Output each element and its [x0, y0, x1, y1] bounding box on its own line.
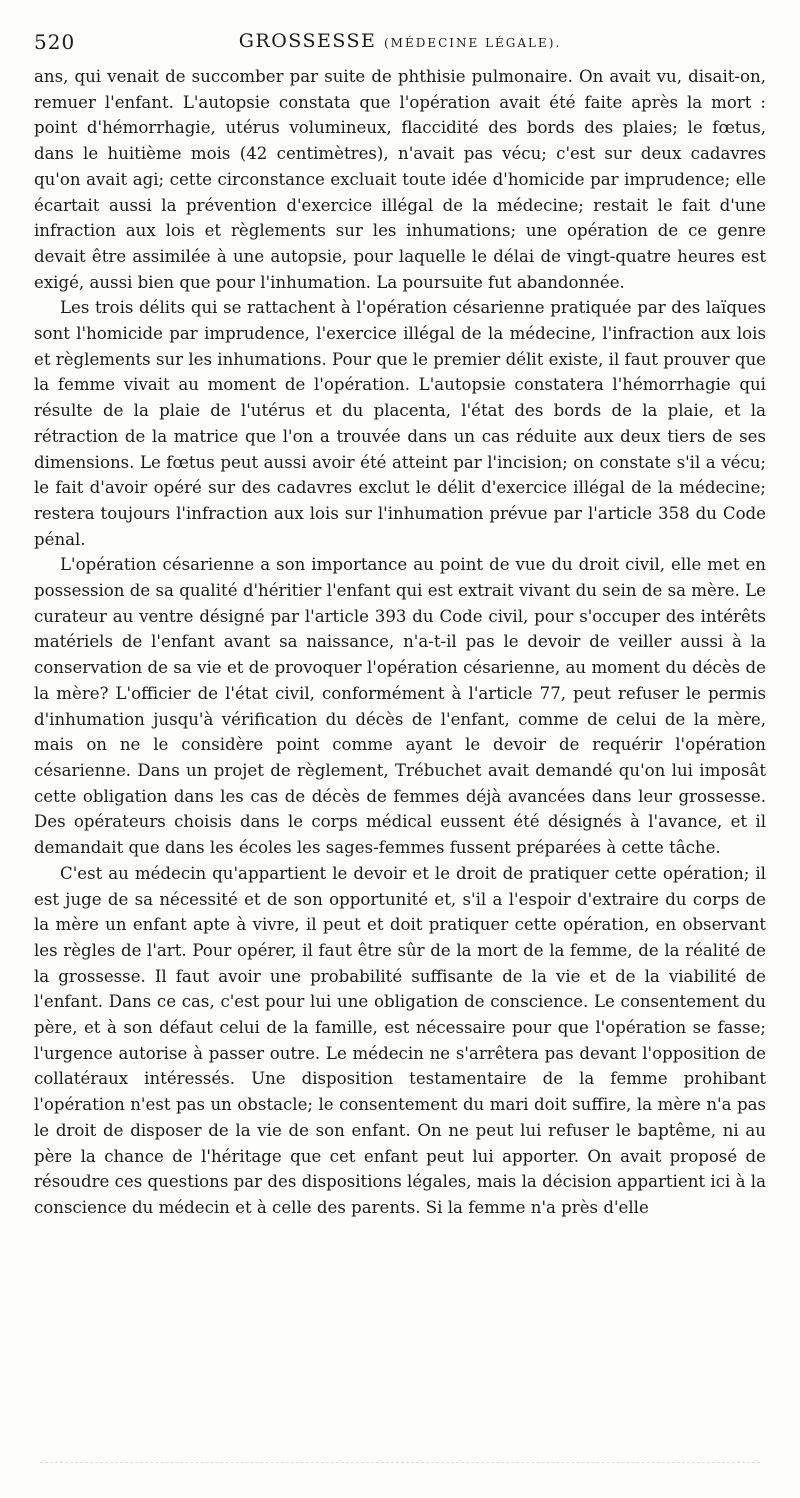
- paragraph-1: ans, qui venait de succomber par suite de phthisie pulmonaire. On avait vu, disait-on, remuer l'enfant. L'autopsie constata que l'opération avait été faite après la mort : point d'hémorrhagie, utérus volumineux, flaccidité des bords des plaies; le fœtus, dans le huitième mois (42 centimètres), n'avait pas vécu; c'est sur deux cadavres qu'on avait agi; cette circonstance excluait toute idée d'homicide par imprudence; elle écartait aussi la prévention d'exercice illégal de la médecine; restait le fait d'une infraction aux lois et règlements sur les inhumations; une opération de ce genre devait être assimilée à une autopsie, pour laquelle le délai de vingt-quatre heures est exigé, aussi bien que pour l'inhumation. La poursuite fut abandonnée.: [34, 67, 766, 292]
- bottom-scan-artifact: [40, 1462, 760, 1465]
- page-number: 520: [34, 30, 76, 54]
- paragraph-4: C'est au médecin qu'appartient le devoir et le droit de pratiquer cette opération; il est juge de sa nécessité et de son opportunité et, s'il a l'espoir d'extraire du corps de la mère un enfant apte à vivre, il peut et doit pratiquer cette opération, en observant les règles de l'art. Pour opérer, il faut être sûr de la mort de la femme, de la réalité de la grossesse. Il faut avoir une probabilité suffisante de la vie et de la viabilité de l'enfant. Dans ce cas, c'est pour lui une obligation de conscience. Le consentement du père, et à son défaut celui de la famille, est nécessaire pour que l'opération se fasse; l'urgence autorise à passer outre. Le médecin ne s'arrêtera pas devant l'opposition de collatéraux intéressés. Une disposition testamentaire de la femme prohibant l'opération n'est pas un obstacle; le consentement du mari doit suffire, la mère n'a pas le droit de disposer de la vie de son enfant. On ne peut lui refuser le baptême, ni au père la chance de l'héritage que cet enfant peut lui apporter. On avait proposé de résoudre ces questions par des dispositions légales, mais la décision appartient ici à la conscience du médecin et à celle des parents. Si la femme n'a près d'elle: [34, 863, 766, 1217]
- running-head: [34, 30, 766, 52]
- running-head-subtitle: (MÉDECINE LÉGALE).: [383, 36, 562, 50]
- paragraph-3: L'opération césarienne a son importance au point de vue du droit civil, elle met en possession de sa qualité d'héritier l'enfant qui est extrait vivant du sein de sa mère. Le curateur au ventre désigné par l'article 393 du Code civil, pour s'occuper des intérêts matériels de l'enfant avant sa naissance, n'a-t-il pas le devoir de veiller aussi à la conservation de sa vie et de provoquer l'opération césarienne, au moment du décès de la mère? L'officier de l'état civil, conformément à l'article 77, peut refuser le permis d'inhumation jusqu'à vérification du décès de l'enfant, comme de celui de la mère, mais on ne le considère point comme ayant le devoir de requérir l'opération césarienne. Dans un projet de règlement, Trébuchet avait demandé qu'on lui imposât cette obligation dans les cas de décès de femmes déjà avancées dans leur grossesse. Des opérateurs choisis dans le corps médical eussent été désignés à l'avance, et il demandait que dans les écoles les sages-femmes fussent préparées à cette tâche.: [34, 555, 766, 858]
- page-header: [34, 30, 766, 60]
- paragraph-2: Les trois délits qui se rattachent à l'opération césarienne pratiquée par des laïques sont l'homicide par imprudence, l'exercice illégal de la médecine, l'infraction aux lois et règlements sur les inhumations. Pour que le premier délit existe, il faut prouver que la femme vivait au moment de l'opération. L'autopsie constatera l'hémorrhagie qui résulte de la plaie de l'utérus et du placenta, l'état des bords de la plaie, et la rétraction de la matrice que l'on a trouvée dans un cas réduite aux deux tiers de ses dimensions. Le fœtus peut aussi avoir été atteint par l'incision; on constate s'il a vécu; le fait d'avoir opéré sur des cadavres exclut le délit d'exercice illégal de la médecine; restera toujours l'infraction aux lois sur l'inhumation prévue par l'article 358 du Code pénal.: [34, 298, 766, 549]
- body-text: [34, 64, 766, 1221]
- running-head-title: GROSSESSE: [238, 30, 377, 52]
